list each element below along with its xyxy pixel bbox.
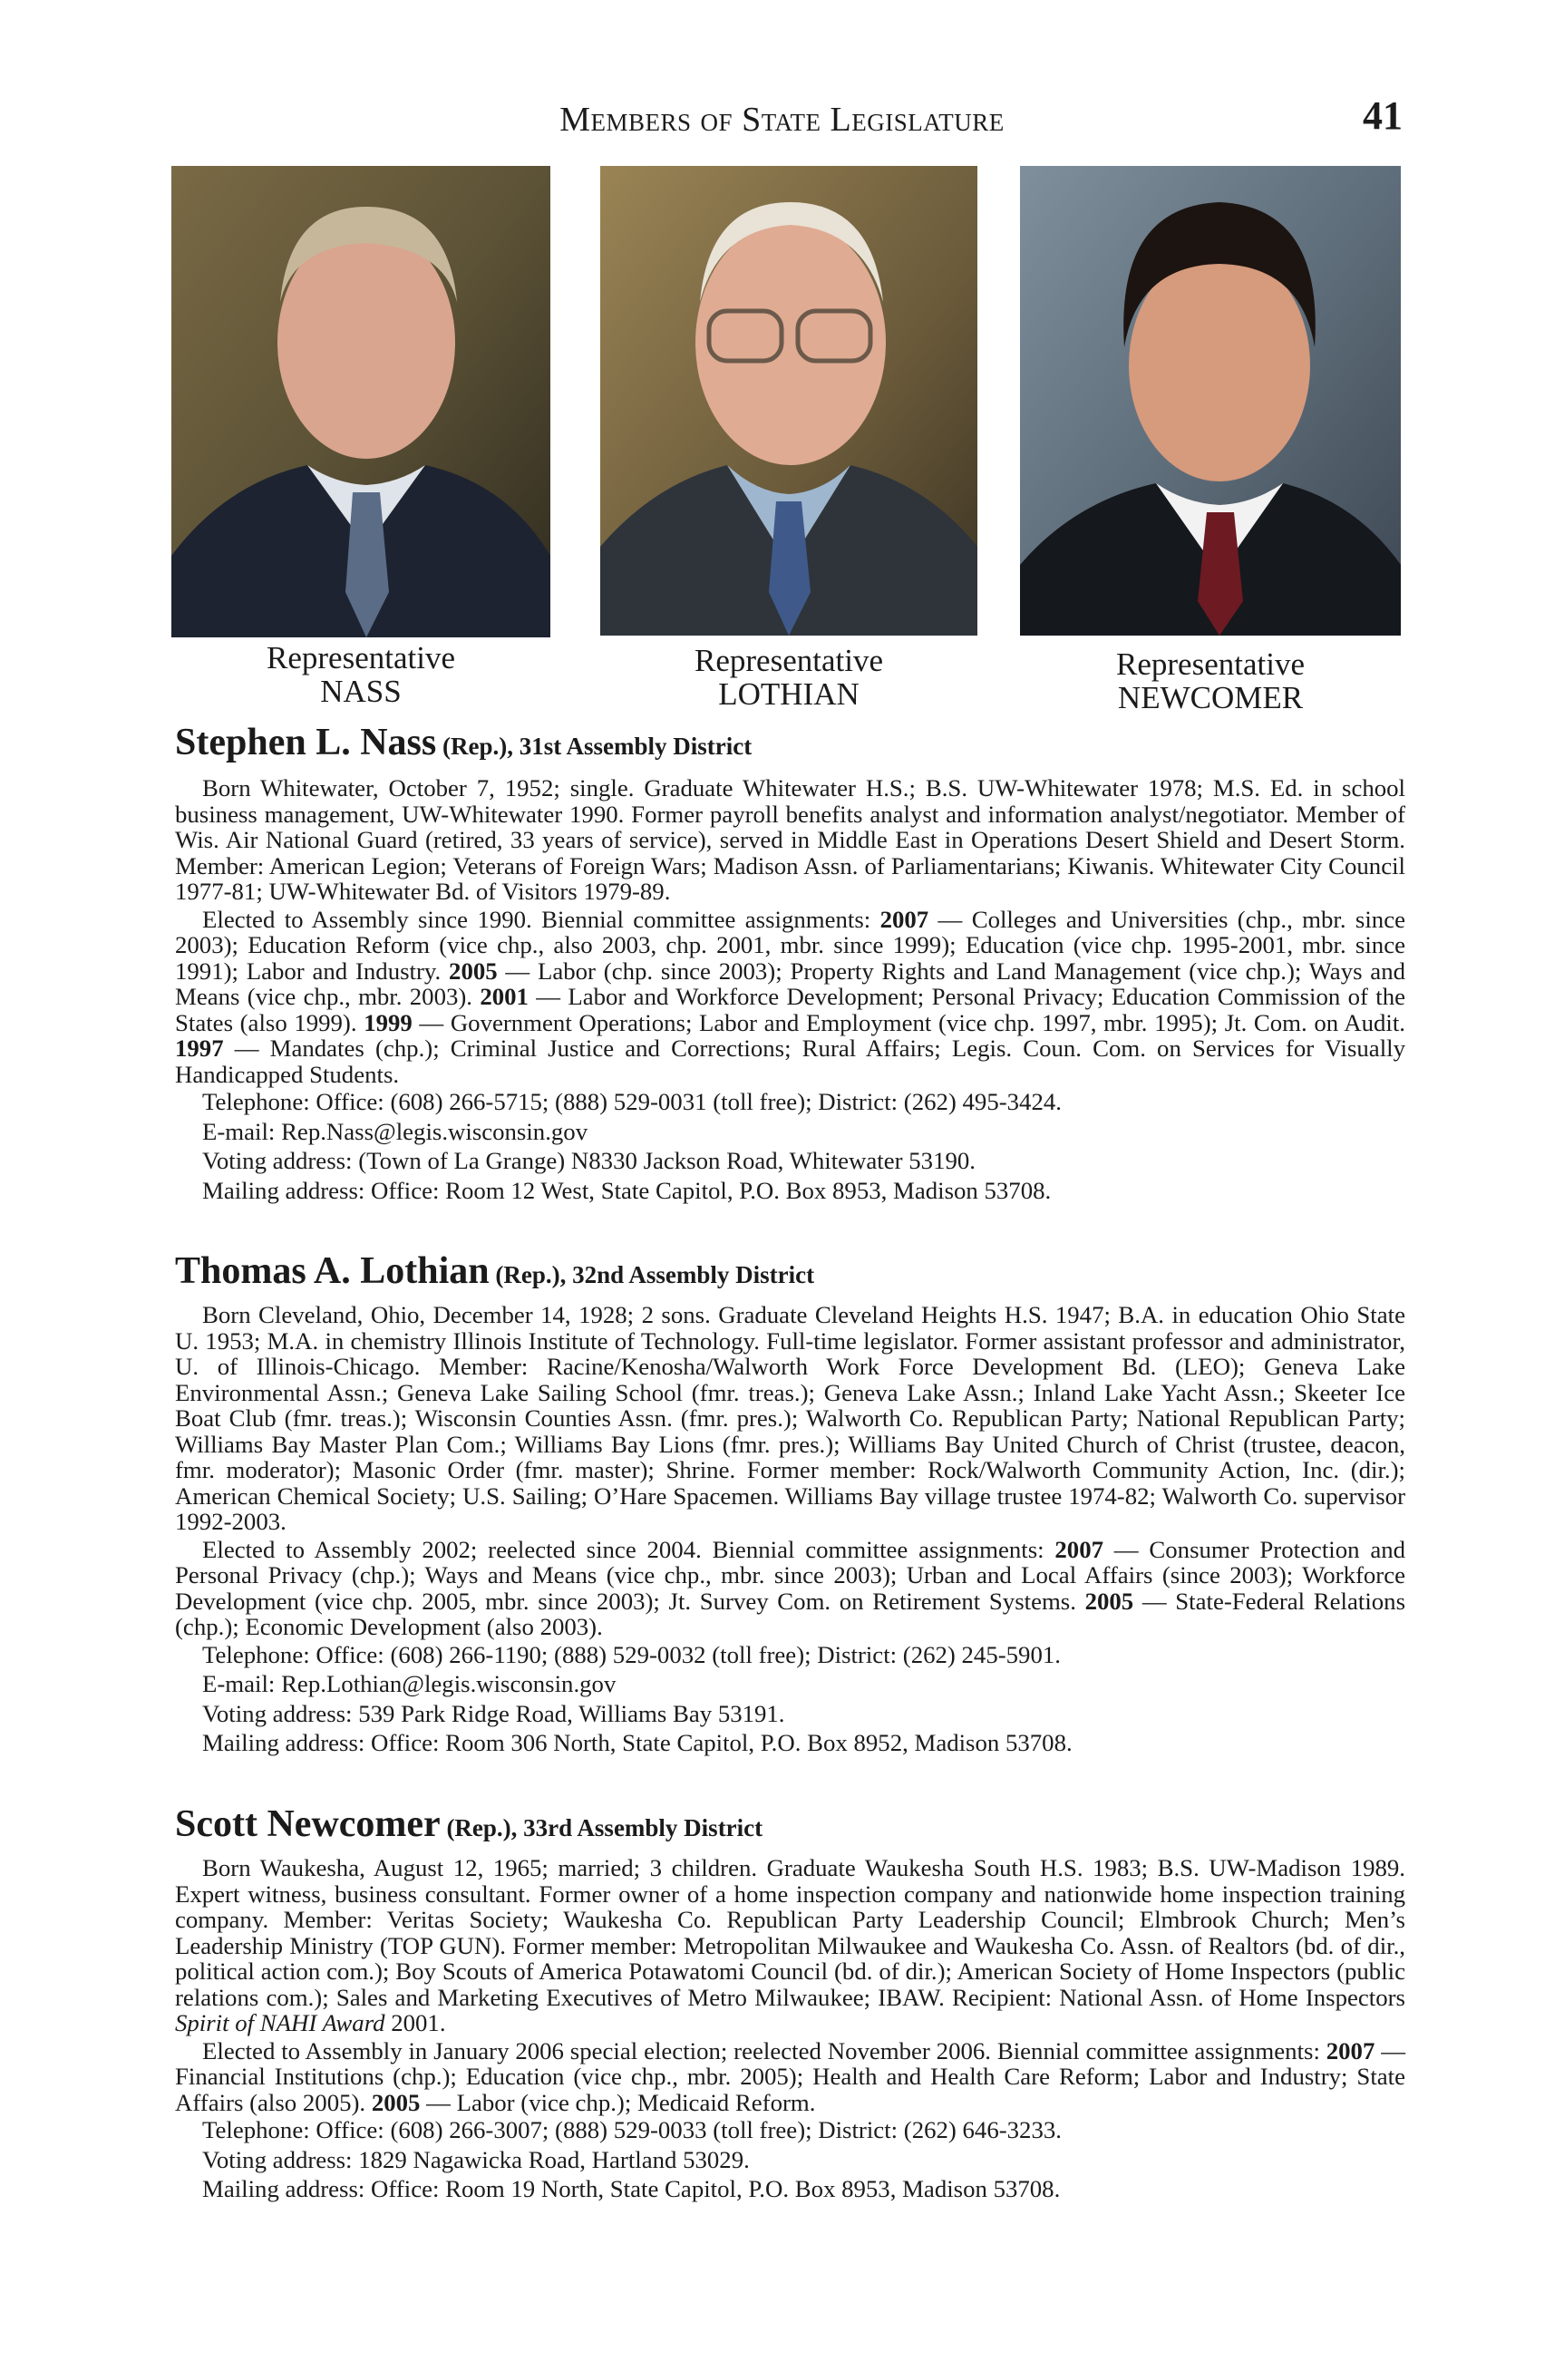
caption-surname: NEWCOMER <box>1117 680 1304 715</box>
caption-title: Representative <box>267 640 455 675</box>
portrait-photo-newcomer <box>1020 166 1401 636</box>
header-initial-l: L <box>830 101 852 139</box>
portrait-photo-nass <box>171 166 550 637</box>
committee-paragraph: Elected to Assembly 2002; reelected since 2004. Biennial committee assignments: 2007 — Consumer Protection and Personal Privacy (chp.); Ways and Means (vice chp., mbr. since 2003); Urban and Local Affairs (since 2003); Workforce Development (vice chp. 2005, mbr. since 2003); Jt. Survey Com. on Retirement Systems. 2005 — State-Federal Relations (chp.); Economic Development (also 2003). <box>175 1535 1406 1640</box>
caption-title: Representative <box>695 643 883 678</box>
voting-address-line: Voting address: 1829 Nagawicka Road, Hartland 53029. <box>202 2145 750 2173</box>
voting-address-line: Voting address: 539 Park Ridge Road, Williams Bay 53191. <box>202 1699 785 1727</box>
caption-surname: LOTHIAN <box>718 676 860 712</box>
telephone-line: Telephone: Office: (608) 266-5715; (888) 529-0031 (toll free); District: (262) 495-3424. <box>202 1088 1062 1115</box>
member-district: (Rep.), 31st Assembly District <box>436 733 753 760</box>
biography-paragraph: Born Waukesha, August 12, 1965; married; 3 children. Graduate Waukesha South H.S. 1983; B.S. UW-Madison 1989. Expert witness, business consultant. Former owner of a home inspection company and nationwide home inspection training company. Member: Veritas Society; Waukesha Co. Republican Party Leadership Council; Elmbrook Church; Men’s Leadership Ministry (TOP GUN). Former member: Metropolitan Milwaukee and Waukesha Co. Assn. of Realtors (bd. of dir., political action com.); Boy Scouts of America Potawatomi Council (bd. of dir.); American Society of Home Inspectors (public relations com.); Sales and Marketing Executives of Metro Milwaukee; IBAW. Recipient: National Assn. of Home Inspectors Spirit of NAHI Award 2001. <box>175 1854 1405 2036</box>
member-heading-lothian <box>175 1249 814 1293</box>
header-initial-s: S <box>742 101 762 139</box>
telephone-line: Telephone: Office: (608) 266-3007; (888) 529-0033 (toll free); District: (262) 646-3233. <box>202 2116 1062 2143</box>
biography-paragraph: Born Cleveland, Ohio, December 14, 1928; 2 sons. Graduate Cleveland Heights H.S. 1947; B.A. in education Ohio State U. 1953; M.A. in chemistry Illinois Institute of Technology. Full-time legislator. Former assistant professor and administrator, U. of Illinois-Chicago. Member: Racine/Kenosha/Walworth Work Force Development Bd. (LEO); Geneva Lake Environmental Assn.; Geneva Lake Sailing School (fmr. treas.); Geneva Lake Assn.; Inland Lake Yacht Assn.; Skeeter Ice Boat Club (fmr. treas.); Wisconsin Counties Assn. (fmr. pres.); Walworth Co. Republican Party; National Republican Party; Williams Bay Master Plan Com.; Williams Bay Lions (fmr. pres.); Williams Bay United Church of Christ (trustee, deacon, fmr. moderator); Masonic Order (fmr. master); Shrine. Former member: Rock/Walworth Community Action, Inc. (dir.); American Chemical Society; U.S. Sailing; O’Hare Spacemen. Williams Bay village trustee 1974-82; Walworth Co. supervisor 1992-2003. <box>175 1301 1405 1535</box>
member-bio-newcomer <box>175 1855 1405 2202</box>
email-line: E-mail: Rep.Nass@legis.wisconsin.gov <box>202 1117 588 1145</box>
member-heading-nass <box>175 721 752 764</box>
biography-paragraph: Born Whitewater, October 7, 1952; single. Graduate Whitewater H.S.; B.S. UW-Whitewater 1978; M.S. Ed. in school business management, UW-Whitewater 1990. Former payroll benefits analyst and information analyst/negotiator. Member of Wis. Air National Guard (retired, 33 years of service), served in Middle East in Operations Desert Shield and Desert Storm. Member: American Legion; Veterans of Foreign Wars; Madison Assn. of Parliamentarians; Kiwanis. Whitewater City Council 1977-81; UW-Whitewater Bd. of Visitors 1979-89. <box>175 774 1405 905</box>
voting-address-line: Voting address: (Town of La Grange) N8330 Jackson Road, Whitewater 53190. <box>202 1147 976 1174</box>
header-initial-m: M <box>559 101 591 139</box>
running-header <box>0 100 1564 140</box>
telephone-line: Telephone: Office: (608) 266-1190; (888) 529-0032 (toll free); District: (262) 245-5901. <box>202 1640 1061 1668</box>
member-name: Thomas A. Lothian <box>175 1250 490 1292</box>
mailing-address-line: Mailing address: Office: Room 12 West, State Capitol, P.O. Box 8953, Madison 53708. <box>202 1176 1052 1204</box>
caption-surname: NASS <box>320 674 402 709</box>
member-name: Stephen L. Nass <box>175 722 437 763</box>
header-text-2: tate <box>761 101 831 139</box>
photo-caption-newcomer <box>1020 647 1401 714</box>
caption-title: Representative <box>1116 646 1305 682</box>
award-name: Spirit of NAHI Award <box>175 2009 385 2036</box>
mailing-address-line: Mailing address: Office: Room 19 North, State Capitol, P.O. Box 8953, Madison 53708. <box>202 2175 1061 2202</box>
header-text-3: egislature <box>851 101 1005 139</box>
portrait-photo-lothian <box>600 166 977 636</box>
member-heading-newcomer <box>175 1802 763 1846</box>
member-district: (Rep.), 32nd Assembly District <box>489 1261 815 1288</box>
member-district: (Rep.), 33rd Assembly District <box>440 1814 763 1841</box>
page-number: 41 <box>1363 93 1403 138</box>
committee-paragraph: Elected to Assembly since 1990. Biennial committee assignments: 2007 — Colleges and Universities (chp., mbr. since 2003); Education Reform (vice chp., also 2003, chp. 2001, mbr. since 1999); Education (vice chp. 1995-2001, mbr. since 1991); Labor and Industry. 2005 — Labor (chp. since 2003); Property Rights and Land Management (vice chp.); Ways and Means (vice chp., mbr. 2003). 2001 — Labor and Workforce Development; Personal Privacy; Education Commission of the States (also 1999). 1999 — Government Operations; Labor and Employment (vice chp. 1997, mbr. 1995); Jt. Com. on Audit. 1997 — Mandates (chp.); Criminal Justice and Corrections; Rural Affairs; Legis. Coun. Com. on Services for Visually Handicapped Students. <box>175 905 1405 1088</box>
photo-caption-lothian <box>600 644 977 711</box>
header-text-1: embers of <box>590 101 743 139</box>
member-name: Scott Newcomer <box>175 1803 441 1845</box>
mailing-address-line: Mailing address: Office: Room 306 North, State Capitol, P.O. Box 8952, Madison 53708. <box>202 1729 1073 1756</box>
committee-paragraph: Elected to Assembly in January 2006 special election; reelected November 2006. Biennial committee assignments: 2007 — Financial Institutions (chp.); Education (vice chp., mbr. 2005); Health and Health Care Reform; Labor and Industry; State Affairs (also 2005). 2005 — Labor (vice chp.); Medicaid Reform. <box>175 2036 1405 2116</box>
member-bio-lothian <box>175 1302 1405 1756</box>
member-bio-nass <box>175 775 1405 1203</box>
email-line: E-mail: Rep.Lothian@legis.wisconsin.gov <box>202 1670 617 1697</box>
photo-caption-nass <box>171 641 550 708</box>
